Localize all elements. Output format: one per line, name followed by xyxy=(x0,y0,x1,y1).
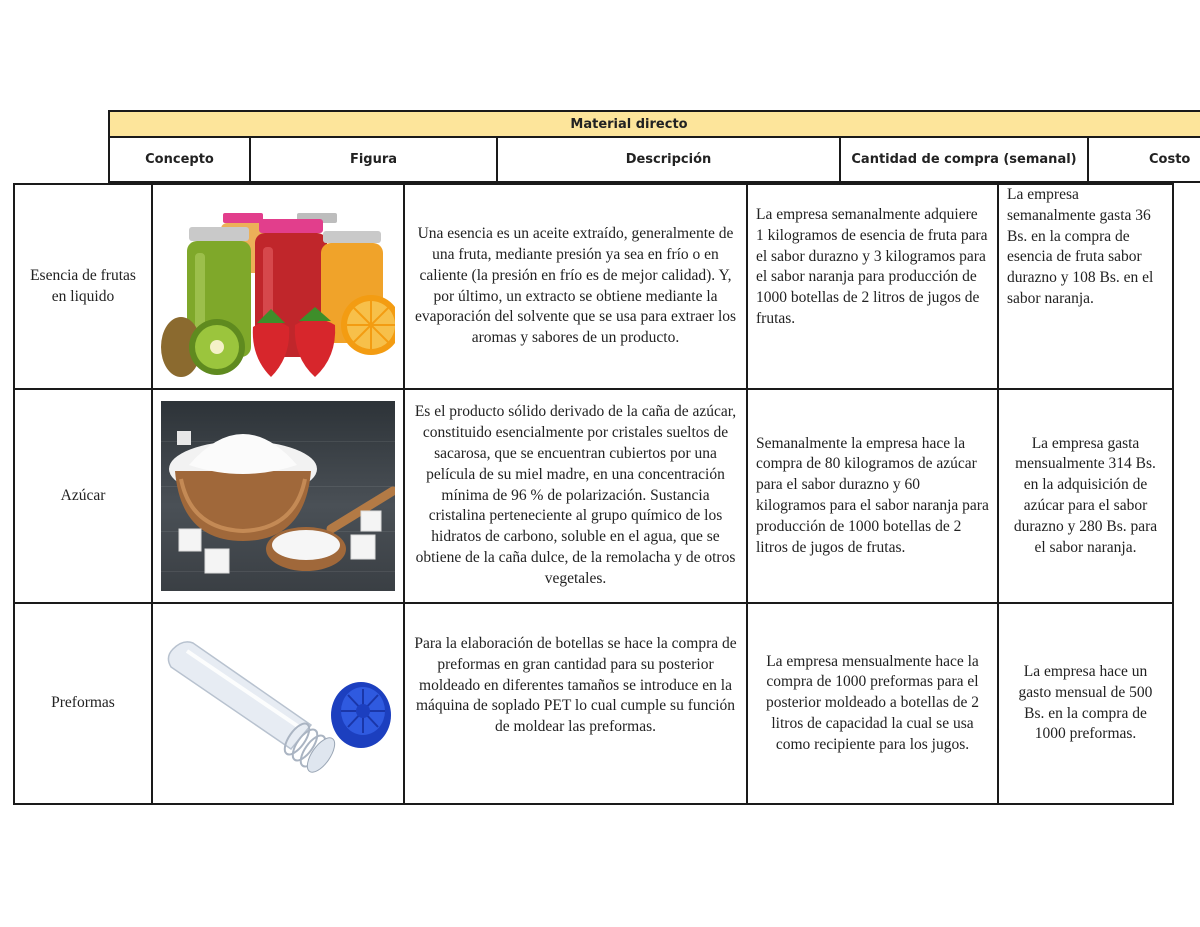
cell-descripcion: Una esencia es un aceite extraído, generalmente de una fruta, mediante presión ya sea en frío o en caliente (la presión en frío es de mejor calidad). Y, por último, un extracto se obtiene mediante la evaporación del solvente que se usa para extraer los aromas y sabores de un producto. xyxy=(403,185,746,388)
cell-cantidad: La empresa mensualmente hace la compra de 1000 preformas para el posterior moldeado a botellas de 2 litros de capacidad la cual se usa como recipiente para los jugos. xyxy=(746,604,997,803)
cell-descripcion: Para la elaboración de botellas se hace la compra de preformas en gran cantidad para su posterior moldeado en diferentes tamaños se introduce en la máquina de soplado PET lo cual cumple su función de moldear las preformas. xyxy=(403,604,746,803)
cell-cantidad: Semanalmente la empresa hace la compra de 80 kilogramos de azúcar para el sabor durazno y 60 kilogramos para el sabor naranja para producción de 1000 botellas de 2 litros de jugos de frutas. xyxy=(746,390,997,602)
cell-descripcion: Es el producto sólido derivado de la caña de azúcar, constituido esencialmente por cristales sueltos de sacarosa, que se encuentran cubiertos por una película de su miel madre, en una concentración mínima de 96 % de polarización. Sustancia cristalina perteneciente al grupo químico de los hidratos de carbono, soluble en el agua, que se obtiene de la caña dulce, de la remolacha y de otros vegetales. xyxy=(403,390,746,602)
column-header-cantidad: Cantidad de compra (semanal) xyxy=(839,138,1087,183)
table-row xyxy=(15,602,1172,803)
cell-concepto: Esencia de frutas en liquido xyxy=(30,266,136,305)
table-title-text: Material directo xyxy=(570,116,688,132)
table-row xyxy=(15,388,1172,602)
cell-figura xyxy=(151,604,403,803)
table-row xyxy=(15,185,1172,388)
cell-costo: La empresa semanalmente gasta 36 Bs. en la compra de esencia de fruta sabor durazno y 108 Bs. en el sabor naranja. xyxy=(997,185,1172,388)
table-title xyxy=(108,110,1200,138)
column-header-concepto: Concepto xyxy=(108,138,249,183)
column-header-figura: Figura xyxy=(249,138,496,183)
cell-cantidad: La empresa semanalmente adquiere 1 kilogramos de esencia de fruta para el sabor durazno y 3 kilogramos para el sabor naranja para producción de 1000 botellas de 2 litros de jugos de frutas. xyxy=(746,185,997,388)
cell-concepto: Azúcar xyxy=(60,486,106,504)
cell-figura xyxy=(151,185,403,388)
column-header-descripcion: Descripción xyxy=(496,138,839,183)
fruit-jars-image xyxy=(161,197,395,377)
cell-costo: La empresa gasta mensualmente 314 Bs. en la adquisición de azúcar para el sabor durazno y 280 Bs. para el sabor naranja. xyxy=(997,390,1172,602)
cell-costo: La empresa hace un gasto mensual de 500 Bs. en la compra de 1000 preformas. xyxy=(997,604,1172,803)
sugar-bowl-image xyxy=(161,401,395,591)
column-header-costo: Costo xyxy=(1087,138,1200,183)
preform-bottle-image xyxy=(161,629,395,779)
cell-figura xyxy=(151,390,403,602)
cell-concepto: Preformas xyxy=(51,694,115,712)
material-table xyxy=(13,183,1174,805)
